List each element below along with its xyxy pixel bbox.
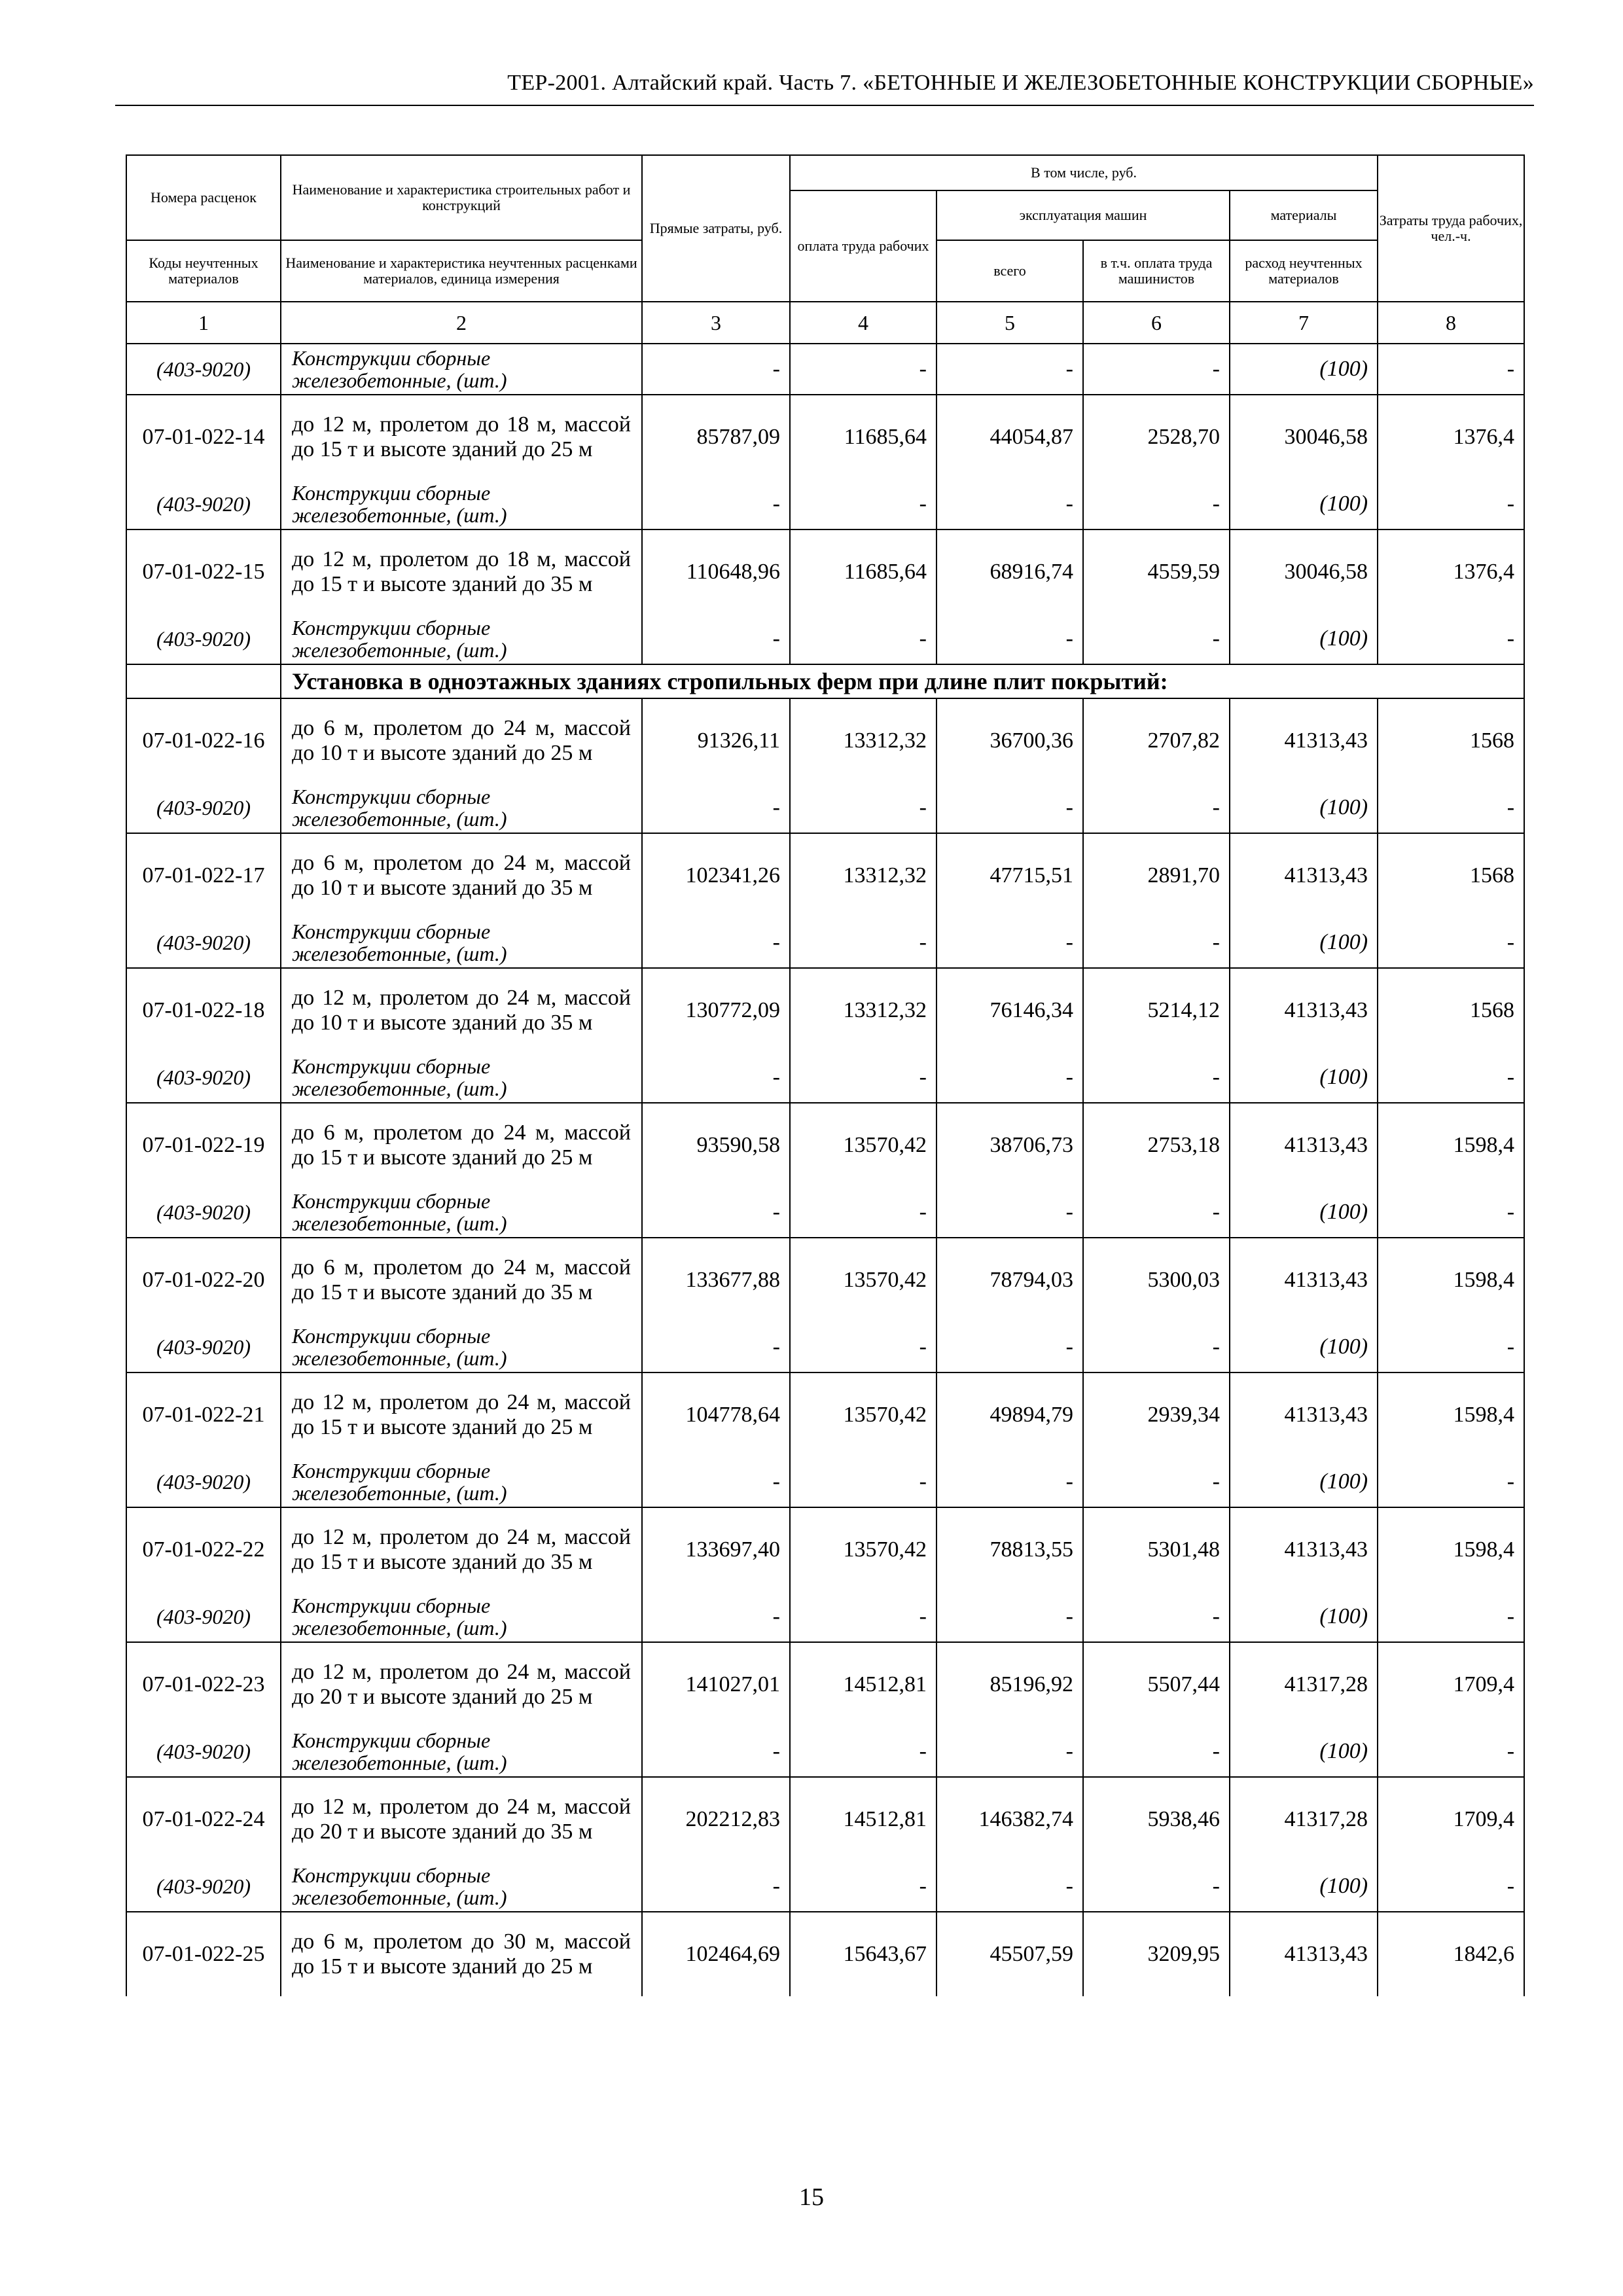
materials-cost: 41313,43 bbox=[1230, 698, 1378, 783]
material-amount: (100) bbox=[1230, 918, 1378, 968]
material-name: Конструкции сборные железобетонные, (шт.) bbox=[281, 1457, 642, 1507]
material-worker-pay: - bbox=[790, 1727, 936, 1777]
material-labor-costs: - bbox=[1378, 1727, 1524, 1777]
rate-code: 07-01-022-25 bbox=[126, 1912, 281, 1996]
material-worker-pay: - bbox=[790, 1457, 936, 1507]
material-amount: (100) bbox=[1230, 344, 1378, 395]
direct-costs: 110648,96 bbox=[642, 529, 790, 614]
material-row bbox=[126, 783, 1524, 833]
material-operator-pay: - bbox=[1083, 1052, 1230, 1103]
operator-pay: 5938,46 bbox=[1083, 1777, 1230, 1861]
material-amount: (100) bbox=[1230, 1727, 1378, 1777]
material-operator-pay: - bbox=[1083, 479, 1230, 529]
rate-code: 07-01-022-23 bbox=[126, 1642, 281, 1727]
rate-code: 07-01-022-16 bbox=[126, 698, 281, 783]
material-name: Конструкции сборные железобетонные, (шт.) bbox=[281, 344, 642, 395]
rate-description: до 6 м, пролетом до 24 м, массой до 10 т и высоте зданий до 25 м bbox=[281, 698, 642, 783]
material-name: Конструкции сборные железобетонные, (шт.) bbox=[281, 1322, 642, 1372]
rate-description: до 6 м, пролетом до 24 м, массой до 15 т и высоте зданий до 35 м bbox=[281, 1238, 642, 1322]
materials-cost: 41313,43 bbox=[1230, 1103, 1378, 1187]
operator-pay: 5301,48 bbox=[1083, 1507, 1230, 1592]
material-labor-costs: - bbox=[1378, 1457, 1524, 1507]
rate-code: 07-01-022-17 bbox=[126, 833, 281, 918]
operator-pay: 3209,95 bbox=[1083, 1912, 1230, 1996]
labor-costs: 1376,4 bbox=[1378, 529, 1524, 614]
materials-cost: 30046,58 bbox=[1230, 529, 1378, 614]
rate-code: 07-01-022-14 bbox=[126, 395, 281, 479]
machines-total: 68916,74 bbox=[936, 529, 1083, 614]
materials-cost: 41313,43 bbox=[1230, 968, 1378, 1052]
worker-pay: 13570,42 bbox=[790, 1103, 936, 1187]
operator-pay: 2891,70 bbox=[1083, 833, 1230, 918]
worker-pay: 13570,42 bbox=[790, 1238, 936, 1322]
machines-total: 47715,51 bbox=[936, 833, 1083, 918]
rate-row bbox=[126, 1103, 1524, 1187]
material-worker-pay: - bbox=[790, 1861, 936, 1912]
operator-pay: 4559,59 bbox=[1083, 529, 1230, 614]
material-machines-total: - bbox=[936, 1861, 1083, 1912]
material-operator-pay: - bbox=[1083, 1187, 1230, 1238]
material-machines-total: - bbox=[936, 1457, 1083, 1507]
column-number: 1 bbox=[126, 302, 281, 344]
rate-row bbox=[126, 1777, 1524, 1861]
material-labor-costs: - bbox=[1378, 1322, 1524, 1372]
material-code: (403-9020) bbox=[126, 1592, 281, 1642]
rate-description: до 6 м, пролетом до 30 м, массой до 15 т и высоте зданий до 25 м bbox=[281, 1912, 642, 1996]
labor-costs: 1598,4 bbox=[1378, 1103, 1524, 1187]
machines-total: 78794,03 bbox=[936, 1238, 1083, 1322]
material-labor-costs: - bbox=[1378, 783, 1524, 833]
material-machines-total: - bbox=[936, 1592, 1083, 1642]
material-row bbox=[126, 1052, 1524, 1103]
material-machines-total: - bbox=[936, 783, 1083, 833]
material-amount: (100) bbox=[1230, 1187, 1378, 1238]
material-operator-pay: - bbox=[1083, 344, 1230, 395]
header-including: В том числе, руб. bbox=[790, 155, 1378, 190]
material-worker-pay: - bbox=[790, 1592, 936, 1642]
material-worker-pay: - bbox=[790, 1322, 936, 1372]
materials-cost: 41317,28 bbox=[1230, 1777, 1378, 1861]
worker-pay: 13570,42 bbox=[790, 1372, 936, 1457]
direct-costs: 133697,40 bbox=[642, 1507, 790, 1592]
materials-cost: 41313,43 bbox=[1230, 1507, 1378, 1592]
machines-total: 45507,59 bbox=[936, 1912, 1083, 1996]
header-materials: материалы bbox=[1230, 190, 1378, 240]
material-direct-costs: - bbox=[642, 1727, 790, 1777]
machines-total: 146382,74 bbox=[936, 1777, 1083, 1861]
material-name: Конструкции сборные железобетонные, (шт.) bbox=[281, 1727, 642, 1777]
rate-row bbox=[126, 529, 1524, 614]
material-code: (403-9020) bbox=[126, 1322, 281, 1372]
material-code: (403-9020) bbox=[126, 1187, 281, 1238]
material-machines-total: - bbox=[936, 344, 1083, 395]
column-number: 7 bbox=[1230, 302, 1378, 344]
material-direct-costs: - bbox=[642, 1861, 790, 1912]
material-labor-costs: - bbox=[1378, 614, 1524, 664]
material-labor-costs: - bbox=[1378, 344, 1524, 395]
column-number: 3 bbox=[642, 302, 790, 344]
material-labor-costs: - bbox=[1378, 1187, 1524, 1238]
direct-costs: 202212,83 bbox=[642, 1777, 790, 1861]
material-code: (403-9020) bbox=[126, 344, 281, 395]
material-direct-costs: - bbox=[642, 1187, 790, 1238]
material-name: Конструкции сборные железобетонные, (шт.) bbox=[281, 479, 642, 529]
materials-cost: 41313,43 bbox=[1230, 833, 1378, 918]
rate-description: до 12 м, пролетом до 24 м, массой до 15 т и высоте зданий до 35 м bbox=[281, 1507, 642, 1592]
rate-description: до 12 м, пролетом до 24 м, массой до 10 т и высоте зданий до 35 м bbox=[281, 968, 642, 1052]
material-row bbox=[126, 1727, 1524, 1777]
rate-row bbox=[126, 1642, 1524, 1727]
material-code: (403-9020) bbox=[126, 1727, 281, 1777]
material-row bbox=[126, 344, 1524, 395]
material-labor-costs: - bbox=[1378, 1052, 1524, 1103]
operator-pay: 2528,70 bbox=[1083, 395, 1230, 479]
direct-costs: 104778,64 bbox=[642, 1372, 790, 1457]
rate-code: 07-01-022-19 bbox=[126, 1103, 281, 1187]
rate-description: до 12 м, пролетом до 24 м, массой до 15 т и высоте зданий до 25 м bbox=[281, 1372, 642, 1457]
material-name: Конструкции сборные железобетонные, (шт.) bbox=[281, 1861, 642, 1912]
material-name: Конструкции сборные железобетонные, (шт.) bbox=[281, 614, 642, 664]
material-direct-costs: - bbox=[642, 783, 790, 833]
material-amount: (100) bbox=[1230, 1861, 1378, 1912]
labor-costs: 1598,4 bbox=[1378, 1372, 1524, 1457]
worker-pay: 13312,32 bbox=[790, 968, 936, 1052]
header-direct-costs: Прямые затраты, руб. bbox=[642, 155, 790, 302]
rate-code: 07-01-022-21 bbox=[126, 1372, 281, 1457]
material-machines-total: - bbox=[936, 1727, 1083, 1777]
material-labor-costs: - bbox=[1378, 1861, 1524, 1912]
header-unaccounted-use: расход неучтенных материалов bbox=[1230, 240, 1378, 302]
material-name: Конструкции сборные железобетонные, (шт.) bbox=[281, 1052, 642, 1103]
material-worker-pay: - bbox=[790, 918, 936, 968]
material-code: (403-9020) bbox=[126, 783, 281, 833]
material-code: (403-9020) bbox=[126, 918, 281, 968]
materials-cost: 41313,43 bbox=[1230, 1372, 1378, 1457]
material-code: (403-9020) bbox=[126, 479, 281, 529]
labor-costs: 1709,4 bbox=[1378, 1777, 1524, 1861]
rate-row bbox=[126, 1372, 1524, 1457]
direct-costs: 91326,11 bbox=[642, 698, 790, 783]
machines-total: 76146,34 bbox=[936, 968, 1083, 1052]
operator-pay: 2939,34 bbox=[1083, 1372, 1230, 1457]
operator-pay: 5214,12 bbox=[1083, 968, 1230, 1052]
direct-costs: 141027,01 bbox=[642, 1642, 790, 1727]
material-code: (403-9020) bbox=[126, 1457, 281, 1507]
running-header: ТЕР-2001. Алтайский край. Часть 7. «БЕТОННЫЕ И ЖЕЛЕЗОБЕТОННЫЕ КОНСТРУКЦИИ СБОРНЫЕ» bbox=[507, 71, 1534, 95]
material-amount: (100) bbox=[1230, 1052, 1378, 1103]
material-labor-costs: - bbox=[1378, 918, 1524, 968]
rate-description: до 12 м, пролетом до 18 м, массой до 15 т и высоте зданий до 35 м bbox=[281, 529, 642, 614]
header-machine-use: эксплуатация машин bbox=[936, 190, 1230, 240]
direct-costs: 102464,69 bbox=[642, 1912, 790, 1996]
rate-code: 07-01-022-24 bbox=[126, 1777, 281, 1861]
material-amount: (100) bbox=[1230, 614, 1378, 664]
material-direct-costs: - bbox=[642, 918, 790, 968]
labor-costs: 1568 bbox=[1378, 698, 1524, 783]
material-row bbox=[126, 1592, 1524, 1642]
worker-pay: 15643,67 bbox=[790, 1912, 936, 1996]
header-rate-numbers: Номера расценок bbox=[126, 155, 281, 240]
labor-costs: 1568 bbox=[1378, 833, 1524, 918]
header-work-name: Наименование и характеристика строительных работ и конструкций bbox=[281, 155, 642, 240]
rate-row bbox=[126, 968, 1524, 1052]
header-material-name: Наименование и характеристика неучтенных расценками материалов, единица измерения bbox=[281, 240, 642, 302]
material-row bbox=[126, 918, 1524, 968]
rate-code: 07-01-022-22 bbox=[126, 1507, 281, 1592]
rates-table-container bbox=[126, 154, 1524, 1996]
material-row bbox=[126, 1187, 1524, 1238]
material-operator-pay: - bbox=[1083, 783, 1230, 833]
machines-total: 85196,92 bbox=[936, 1642, 1083, 1727]
material-machines-total: - bbox=[936, 479, 1083, 529]
rate-description: до 12 м, пролетом до 18 м, массой до 15 т и высоте зданий до 25 м bbox=[281, 395, 642, 479]
material-row bbox=[126, 479, 1524, 529]
material-labor-costs: - bbox=[1378, 1592, 1524, 1642]
rates-table-body bbox=[126, 344, 1524, 1996]
direct-costs: 102341,26 bbox=[642, 833, 790, 918]
header-machines-total: всего bbox=[936, 240, 1083, 302]
operator-pay: 5300,03 bbox=[1083, 1238, 1230, 1322]
operator-pay: 5507,44 bbox=[1083, 1642, 1230, 1727]
material-operator-pay: - bbox=[1083, 1861, 1230, 1912]
rate-row bbox=[126, 1507, 1524, 1592]
header-operator-pay: в т.ч. оплата труда машинистов bbox=[1083, 240, 1230, 302]
material-code: (403-9020) bbox=[126, 1052, 281, 1103]
material-machines-total: - bbox=[936, 1052, 1083, 1103]
material-machines-total: - bbox=[936, 1322, 1083, 1372]
column-number: 6 bbox=[1083, 302, 1230, 344]
rate-row bbox=[126, 698, 1524, 783]
material-name: Конструкции сборные железобетонные, (шт.) bbox=[281, 1592, 642, 1642]
column-number: 5 bbox=[936, 302, 1083, 344]
material-operator-pay: - bbox=[1083, 1322, 1230, 1372]
material-row bbox=[126, 614, 1524, 664]
rate-description: до 12 м, пролетом до 24 м, массой до 20 т и высоте зданий до 25 м bbox=[281, 1642, 642, 1727]
machines-total: 44054,87 bbox=[936, 395, 1083, 479]
rates-table bbox=[126, 154, 1525, 1996]
material-operator-pay: - bbox=[1083, 1727, 1230, 1777]
worker-pay: 11685,64 bbox=[790, 529, 936, 614]
rate-description: до 12 м, пролетом до 24 м, массой до 20 т и высоте зданий до 35 м bbox=[281, 1777, 642, 1861]
rate-description: до 6 м, пролетом до 24 м, массой до 15 т и высоте зданий до 25 м bbox=[281, 1103, 642, 1187]
machines-total: 38706,73 bbox=[936, 1103, 1083, 1187]
material-direct-costs: - bbox=[642, 1052, 790, 1103]
material-worker-pay: - bbox=[790, 614, 936, 664]
material-worker-pay: - bbox=[790, 344, 936, 395]
header-rule bbox=[115, 105, 1534, 106]
direct-costs: 85787,09 bbox=[642, 395, 790, 479]
section-spacer bbox=[126, 664, 281, 698]
material-code: (403-9020) bbox=[126, 1861, 281, 1912]
rate-code: 07-01-022-18 bbox=[126, 968, 281, 1052]
worker-pay: 13570,42 bbox=[790, 1507, 936, 1592]
labor-costs: 1598,4 bbox=[1378, 1507, 1524, 1592]
material-operator-pay: - bbox=[1083, 1592, 1230, 1642]
section-row bbox=[126, 664, 1524, 698]
material-name: Конструкции сборные железобетонные, (шт.) bbox=[281, 783, 642, 833]
materials-cost: 41313,43 bbox=[1230, 1238, 1378, 1322]
material-machines-total: - bbox=[936, 1187, 1083, 1238]
material-amount: (100) bbox=[1230, 783, 1378, 833]
material-direct-costs: - bbox=[642, 1457, 790, 1507]
material-direct-costs: - bbox=[642, 479, 790, 529]
material-direct-costs: - bbox=[642, 614, 790, 664]
header-worker-pay: оплата труда рабочих bbox=[790, 190, 936, 302]
worker-pay: 11685,64 bbox=[790, 395, 936, 479]
machines-total: 78813,55 bbox=[936, 1507, 1083, 1592]
page-number: 15 bbox=[799, 2183, 824, 2211]
material-machines-total: - bbox=[936, 614, 1083, 664]
material-machines-total: - bbox=[936, 918, 1083, 968]
column-number: 4 bbox=[790, 302, 936, 344]
material-operator-pay: - bbox=[1083, 918, 1230, 968]
worker-pay: 14512,81 bbox=[790, 1777, 936, 1861]
rate-code: 07-01-022-20 bbox=[126, 1238, 281, 1322]
rate-row bbox=[126, 395, 1524, 479]
labor-costs: 1709,4 bbox=[1378, 1642, 1524, 1727]
material-worker-pay: - bbox=[790, 1187, 936, 1238]
header-material-codes: Коды неучтенных материалов bbox=[126, 240, 281, 302]
material-code: (403-9020) bbox=[126, 614, 281, 664]
labor-costs: 1842,6 bbox=[1378, 1912, 1524, 1996]
material-worker-pay: - bbox=[790, 479, 936, 529]
column-number: 2 bbox=[281, 302, 642, 344]
material-row bbox=[126, 1861, 1524, 1912]
rate-row bbox=[126, 833, 1524, 918]
material-operator-pay: - bbox=[1083, 1457, 1230, 1507]
material-operator-pay: - bbox=[1083, 614, 1230, 664]
worker-pay: 13312,32 bbox=[790, 698, 936, 783]
operator-pay: 2707,82 bbox=[1083, 698, 1230, 783]
header-labor-costs: Затраты труда рабочих, чел.-ч. bbox=[1378, 155, 1524, 302]
material-amount: (100) bbox=[1230, 1322, 1378, 1372]
material-name: Конструкции сборные железобетонные, (шт.) bbox=[281, 918, 642, 968]
rate-description: до 6 м, пролетом до 24 м, массой до 10 т и высоте зданий до 35 м bbox=[281, 833, 642, 918]
section-title: Установка в одноэтажных зданиях стропильных ферм при длине плит покрытий: bbox=[281, 664, 1524, 698]
rate-row bbox=[126, 1912, 1524, 1996]
material-amount: (100) bbox=[1230, 479, 1378, 529]
material-amount: (100) bbox=[1230, 1457, 1378, 1507]
direct-costs: 130772,09 bbox=[642, 968, 790, 1052]
rate-row bbox=[126, 1238, 1524, 1322]
machines-total: 36700,36 bbox=[936, 698, 1083, 783]
material-labor-costs: - bbox=[1378, 479, 1524, 529]
material-worker-pay: - bbox=[790, 1052, 936, 1103]
material-worker-pay: - bbox=[790, 783, 936, 833]
machines-total: 49894,79 bbox=[936, 1372, 1083, 1457]
material-direct-costs: - bbox=[642, 1592, 790, 1642]
material-name: Конструкции сборные железобетонные, (шт.) bbox=[281, 1187, 642, 1238]
rate-code: 07-01-022-15 bbox=[126, 529, 281, 614]
operator-pay: 2753,18 bbox=[1083, 1103, 1230, 1187]
direct-costs: 133677,88 bbox=[642, 1238, 790, 1322]
labor-costs: 1376,4 bbox=[1378, 395, 1524, 479]
material-direct-costs: - bbox=[642, 1322, 790, 1372]
worker-pay: 14512,81 bbox=[790, 1642, 936, 1727]
material-direct-costs: - bbox=[642, 344, 790, 395]
column-number: 8 bbox=[1378, 302, 1524, 344]
worker-pay: 13312,32 bbox=[790, 833, 936, 918]
direct-costs: 93590,58 bbox=[642, 1103, 790, 1187]
materials-cost: 41313,43 bbox=[1230, 1912, 1378, 1996]
material-row bbox=[126, 1457, 1524, 1507]
labor-costs: 1568 bbox=[1378, 968, 1524, 1052]
labor-costs: 1598,4 bbox=[1378, 1238, 1524, 1322]
material-amount: (100) bbox=[1230, 1592, 1378, 1642]
materials-cost: 41317,28 bbox=[1230, 1642, 1378, 1727]
material-row bbox=[126, 1322, 1524, 1372]
materials-cost: 30046,58 bbox=[1230, 395, 1378, 479]
